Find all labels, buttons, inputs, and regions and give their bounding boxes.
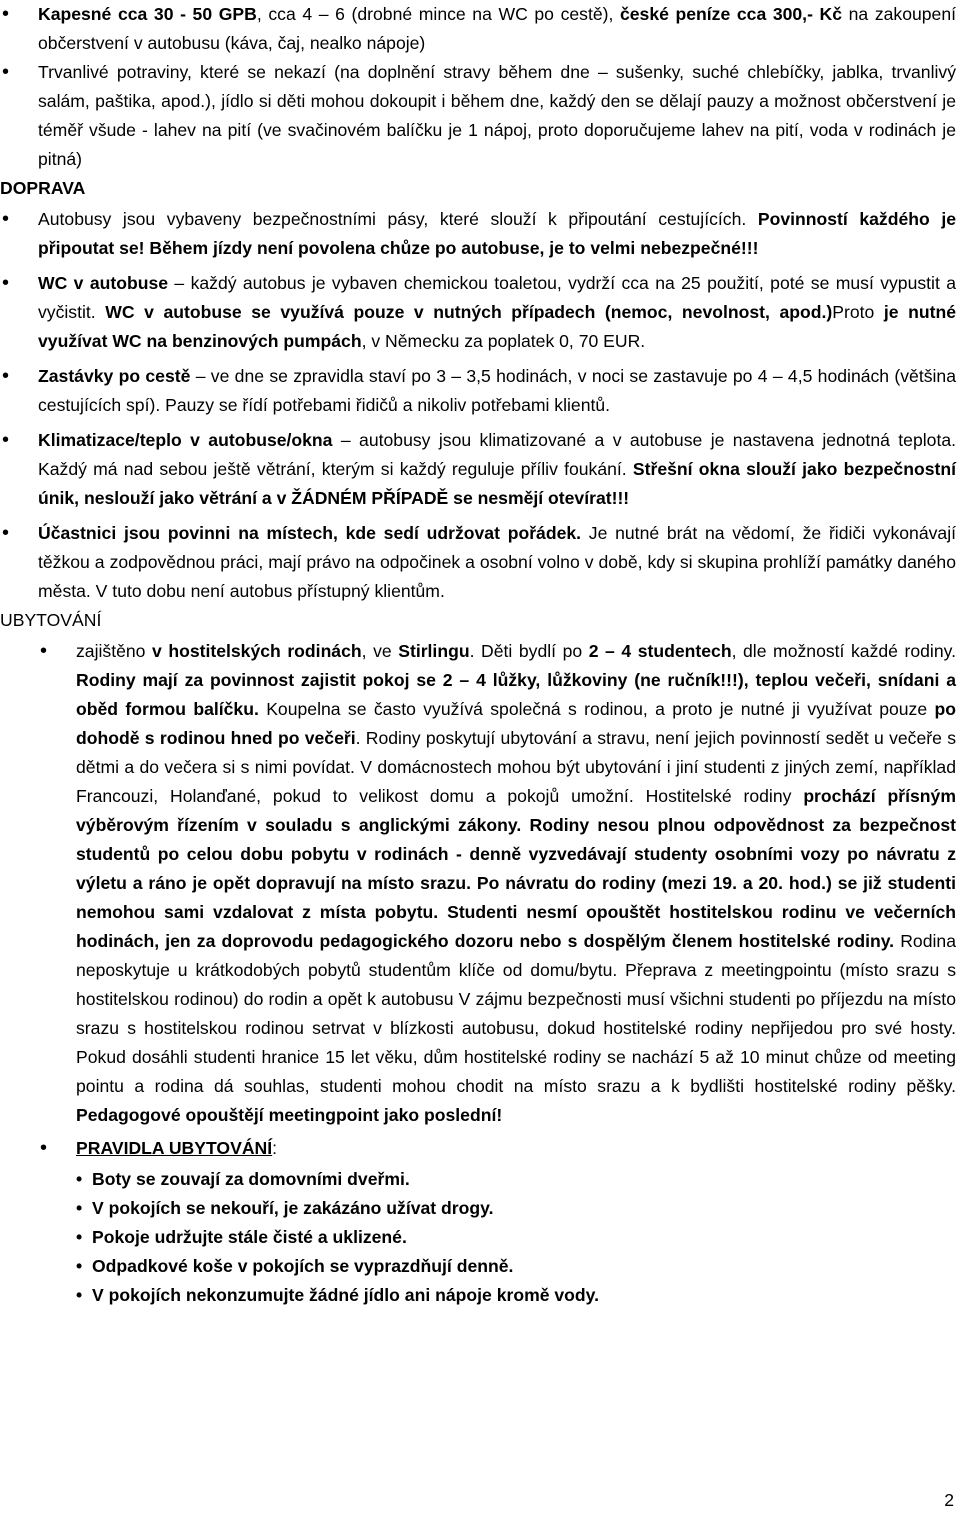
- rule-item: • Pokoje udržujte stále čisté a uklizené.: [76, 1223, 960, 1252]
- list-item-seatbelts: • Autobusy jsou vybaveny bezpečnostními pásy, které slouží k připoutání cestujících. Povinností každého je připoutat se! Během jízdy není povolena chůze po autobuse, je to velmi nebezpečné!!!: [0, 205, 956, 263]
- pocket-money-amount: Kapesné cca 30 - 50 GPB: [38, 4, 257, 24]
- list-item-stops: • Zastávky po cestě – ve dne se zpravidla staví po 3 – 3,5 hodinách, v noci se zastavuje po 4 – 4,5 hodinách (většina cestujících spí). Pauzy se řídí potřebami řidičů a nikoliv potřebami klientů.: [0, 362, 956, 420]
- list-item-order: • Účastnici jsou povinni na místech, kde sedí udržovat pořádek. Je nutné brát na vědomí, že řidiči vykonávají těžkou a zodpovědnou práci, mají právo na odpočinek a osobní volno v době, kdy si skupina prohlíží památky daného města. V tuto dobu není autobus přístupný klientům.: [0, 519, 956, 606]
- page-number: 2: [944, 1490, 954, 1510]
- list-item-pocket-money: • Kapesné cca 30 - 50 GPB, cca 4 – 6 (drobné mince na WC po cestě), české peníze cca 300,- Kč na zakoupení občerstvení v autobusu (káva, čaj, nealko nápoje): [0, 0, 956, 58]
- list-item-rules-heading: • PRAVIDLA UBYTOVÁNÍ:: [0, 1134, 956, 1163]
- rule-item: • Odpadkové koše v pokojích se vyprazdňují denně.: [76, 1252, 960, 1281]
- rules-list: [0, 1165, 960, 1310]
- section-heading-doprava: DOPRAVA: [0, 178, 86, 198]
- rule-item: • V pokojích se nekouří, je zakázáno užívat drogy.: [76, 1194, 960, 1223]
- section-heading-ubytovani: UBYTOVÁNÍ: [0, 610, 102, 630]
- list-item-host-families: • zajištěno v hostitelských rodinách, ve Stirlingu. Děti bydlí po 2 – 4 studentech, dle možností každé rodiny. Rodiny mají za povinnost zajistit pokoj se 2 – 4 lůžky, lůžkoviny (ne ručník!!!), teplou večeři, snídani a oběd formou balíčku. Koupelna se často využívá společná s rodinou, a proto je nutné ji využívat pouze po dohodě s rodinou hned po večeři. Rodiny poskytují ubytování a stravu, není jejich povinností sedět u večeře s dětmi a do večera si s nimi povídat. V domácnostech mohou být ubytování i jiní studenti z jiných zemí, například Francouzi, Holanďané, pokud to velikost domu a pokojů umožní. Hostitelské rodiny prochází přísným výběrovým řízením v souladu s anglickými zákony. Rodiny nesou plnou odpovědnost za bezpečnost studentů po celou dobu pobytu v rodinách - denně vyzvedávají studenty osobními vozy po návratu z výletu a ráno je opět dopravují na místo srazu. Po návratu do rodiny (mezi 19. a 20. hod.) se již studenti nemohou sami vzdalovat z místa pobytu. Studenti nesmí opouštět hostitelskou rodinu ve večerních hodinách, jen za doprovodu pedagogického dozoru nebo s dospělým členem hostitelské rodiny. Rodina neposkytuje u krátkodobých pobytů studentům klíče od domu/bytu. Přeprava z meetingpointu (místo srazu s hostitelskou rodinou) do rodin a opět k autobusu V zájmu bezpečnosti musí všichni studenti po příjezdu na místo srazu s hostitelskou rodinou setrvat v blízkosti autobusu, dokud hostitelské rodiny nepřijedou pro své hosty. Pokud dosáhli studenti hranice 15 let věku, dům hostitelské rodiny se nachází 5 až 10 minut chůze od meeting pointu a rodina dá souhlas, studenti mohou chodit na místo srazu a k bydlišti hostitelské rodiny pěšky. Pedagogové opouštějí meetingpoint jako poslední!: [0, 637, 956, 1130]
- list-item-air-conditioning: • Klimatizace/teplo v autobuse/okna – autobusy jsou klimatizované a v autobuse je nastavena jednotná teplota. Každý má nad sebou ještě větrání, kterým si každý reguluje příliv foukání. Střešní okna slouží jako bezpečnostní únik, neslouží jako větrání a v ŽÁDNÉM PŘÍPADĚ se nesmějí otevírat!!!: [0, 426, 956, 513]
- list-item-wc: • WC v autobuse – každý autobus je vybaven chemickou toaletou, vydrží cca na 25 použití, poté se musí vypustit a vyčistit. WC v autobuse se využívá pouze v nutných případech (nemoc, nevolnost, apod.)Proto je nutné využívat WC na benzinových pumpách, v Německu za poplatek 0, 70 EUR.: [0, 269, 956, 356]
- rule-item: • Boty se zouvají za domovními dveřmi.: [76, 1165, 960, 1194]
- list-item-food: • Trvanlivé potraviny, které se nekazí (na doplnění stravy během dne – sušenky, suché chlebíčky, jablka, trvanlivý salám, paštika, apod.), jídlo si děti mohou dokoupit i během dne, každý den se dělají pauzy a možnost občerstvení je téměř všude - lahev na pití (ve svačinovém balíčku je 1 nápoj, proto doporučujeme lahev na pití, voda v rodinách je pitná): [0, 58, 956, 174]
- rule-item: • V pokojích nekonzumujte žádné jídlo ani nápoje kromě vody.: [76, 1281, 960, 1310]
